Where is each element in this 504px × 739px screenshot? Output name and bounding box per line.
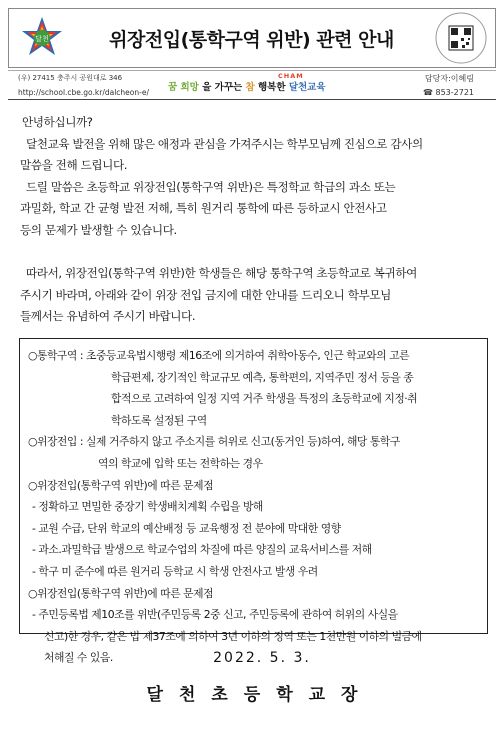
school-url[interactable]: http://school.cbe.go.kr/dalcheon-e/ (18, 88, 149, 97)
blank-line (20, 242, 490, 264)
greeting: 안녕하십니까? (22, 115, 93, 129)
intro-text (20, 112, 490, 328)
qr-code-icon (435, 12, 487, 64)
paragraph-line: 말씀을 전해 드립니다. (20, 158, 128, 173)
definition-line: 학하도록 설정된 구역 (111, 413, 207, 427)
issue-date: 2022. 5. 3. (213, 650, 311, 666)
contact-bar (8, 70, 496, 100)
paragraph-line: 등의 문제가 발생할 수 있습니다. (20, 222, 177, 237)
letterhead (8, 8, 496, 68)
page-title: 위장전입(통학구역 위반) 관련 안내 (109, 29, 394, 51)
definition-line: 학급편제, 장기적인 학교규모 예측, 통학편의, 지역주민 정서 등을 종 (111, 370, 414, 384)
contact-person: 담당자:이혜림 (424, 74, 474, 83)
bullet-item: 처해질 수 있음. (44, 651, 113, 665)
school-slogan: 꿈 희망 을 가꾸는 참 CHAM 행복한 달천교육 (168, 72, 326, 93)
definition-line: ○통학구역 : 초중등교육법시행령 제16조에 의거하여 취학아동수, 인근 학교와의 고른 (28, 349, 410, 362)
principal-signature: 달천초등학교장 (146, 685, 374, 705)
contact-phone: ☎ 853-2721 (422, 88, 474, 97)
paragraph-line: 과밀화, 학교 간 균형 발전 저해, 특히 원거리 통학에 따른 등하교시 안전사고 (20, 201, 387, 216)
bullet-item: - 정확하고 면밀한 중장기 학생배치계획 수립을 방해 (32, 500, 263, 514)
paragraph-line: 들께서는 유념하여 주시기 바랍니다. (20, 309, 196, 324)
bullet-item: - 주민등록법 제10조를 위반(주민등록 2중 신고, 주민등록에 관하여 허위의 사실을 (32, 608, 398, 622)
paragraph-line: 주시기 바라며, 아래와 같이 위장 전입 금지에 대한 안내를 드리오니 학부모님 (20, 287, 391, 302)
bullet-item: - 과소.과밀학급 발생으로 학교수업의 차질에 따른 양질의 교육서비스를 저해 (32, 543, 372, 557)
definition-line: 역의 학교에 입학 또는 전학하는 경우 (98, 456, 263, 470)
section-title: ○위장전입(통학구역 위반)에 따른 문제점 (28, 478, 214, 492)
definition-line: 합적으로 고려하여 일정 지역 거주 학생을 특정의 초등학교에 지정·취 (111, 392, 418, 406)
logo-text: 달천 (35, 35, 49, 43)
bullet-item: - 교원 수급, 단위 학교의 예산배정 등 교육행정 전 분야에 막대한 영향 (32, 521, 341, 535)
paragraph-line: 달천교육 발전을 위해 많은 애정과 관심을 가져주시는 학부모님께 진심으로 감사의 (26, 136, 423, 151)
bullet-item: 신고)한 경우, 같은 법 제37조에 의하여 3년 이하의 징역 또는 1천만원 이하의 벌금에 (44, 629, 422, 643)
school-address: (우) 27415 충주시 공원대로 346 (18, 74, 123, 82)
paragraph-line: 따라서, 위장전입(통학구역 위반)한 학생들은 해당 통학구역 초등학교로 복귀하여 (26, 266, 417, 281)
school-logo (19, 15, 65, 61)
section-title: ○위장전입(통학구역 위반)에 따른 문제점 (28, 586, 214, 600)
definition-line: ○위장전입 : 실제 거주하지 않고 주소지를 허위로 신고(동거인 등)하여, 해당 통학구 (28, 435, 400, 449)
paragraph-line: 드릴 말씀은 초등학교 위장전입(통학구역 위반)은 특정학교 학급의 과소 또는 (26, 179, 396, 194)
bullet-item: - 학구 미 준수에 따른 원거리 등학교 시 학생 안전사고 발생 우려 (32, 564, 318, 578)
